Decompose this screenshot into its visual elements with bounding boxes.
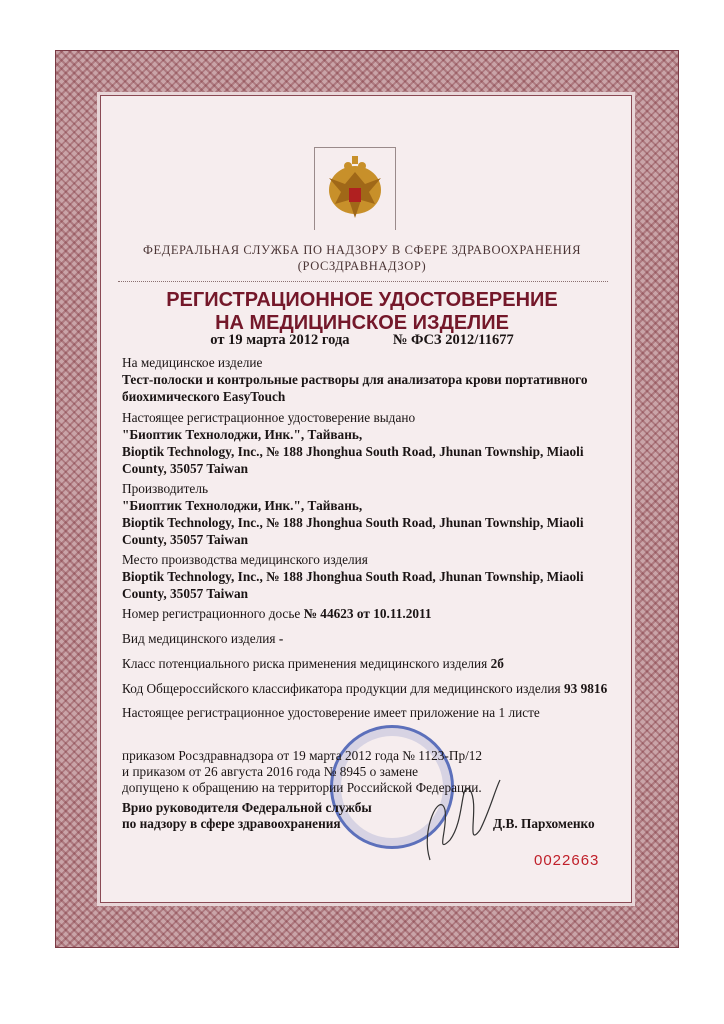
device-name-line-1: Тест-полоски и контрольные растворы для анализатора крови портативного — [122, 372, 588, 387]
type-value: - — [278, 631, 284, 646]
device-label: На медицинское изделие — [122, 355, 263, 370]
manufacturer-line-3: County, 35057 Taiwan — [122, 532, 248, 547]
risk-class — [122, 656, 504, 672]
dossier-number — [122, 606, 432, 622]
site-line-2: County, 35057 Taiwan — [122, 586, 248, 601]
agency-short-name: (РОСЗДРАВНАДЗОР) — [297, 259, 427, 273]
certificate-number: № ФСЗ 2012/11677 — [392, 332, 514, 348]
title-line-1: РЕГИСТРАЦИОННОЕ УДОСТОВЕРЕНИЕ — [166, 289, 558, 311]
order-line-3: допущено к обращению на территории Российской Федерации. — [122, 780, 482, 795]
issue-line — [0, 332, 724, 349]
appendix-note: Настоящее регистрационное удостоверение имеет приложение на 1 листе — [122, 705, 540, 720]
signer-title-1: Врио руководителя Федеральной службы — [122, 800, 372, 815]
device-type — [122, 631, 283, 647]
serial-number: 0022663 — [534, 852, 600, 869]
manufacturer-label: Производитель — [122, 481, 209, 496]
divider — [118, 281, 608, 282]
okp-label: Код Общероссийского классификатора продукции для медицинского изделия — [122, 681, 564, 696]
device-name-line-2: биохимического EasyTouch — [122, 389, 286, 404]
dossier-label: Номер регистрационного досье — [122, 606, 304, 621]
manufacturer-line-1: "Биоптик Технолоджи, Инк.", Тайвань, — [122, 498, 363, 513]
issued-line-2: Bioptik Technology, Inc., № 188 Jhonghua South Road, Jhunan Township, Miaoli — [122, 444, 584, 459]
signer-name: Д.В. Пархоменко — [493, 816, 595, 831]
manufacturer-line-2: Bioptik Technology, Inc., № 188 Jhonghua South Road, Jhunan Township, Miaoli — [122, 515, 584, 530]
site-line-1: Bioptik Technology, Inc., № 188 Jhonghua South Road, Jhunan Township, Miaoli — [122, 569, 584, 584]
issued-line-1: "Биоптик Технолоджи, Инк.", Тайвань, — [122, 427, 363, 442]
okp-code — [122, 681, 607, 697]
risk-value: 2б — [490, 656, 504, 671]
order-line-2: и приказом от 26 августа 2016 года № 8945 о замене — [122, 764, 419, 779]
signer-title-2: по надзору в сфере здравоохранения — [122, 816, 341, 831]
issued-line-3: County, 35057 Taiwan — [122, 461, 248, 476]
coat-of-arms-emblem — [314, 147, 396, 230]
okp-value: 93 9816 — [564, 681, 608, 696]
issued-label: Настоящее регистрационное удостоверение выдано — [122, 410, 416, 425]
order-line-1: приказом Росздравнадзора от 19 марта 2012 года № 1123-Пр/12 — [122, 748, 483, 763]
title-line-2: НА МЕДИЦИНСКОЕ ИЗДЕЛИЕ — [215, 312, 509, 334]
signature — [410, 770, 510, 870]
risk-label: Класс потенциального риска применения медицинского изделия — [122, 656, 491, 671]
agency-name: ФЕДЕРАЛЬНАЯ СЛУЖБА ПО НАДЗОРУ В СФЕРЕ ЗДРАВООХРАНЕНИЯ — [142, 243, 582, 257]
issue-date: от 19 марта 2012 года — [210, 332, 350, 348]
site-label: Место производства медицинского изделия — [122, 552, 368, 567]
dossier-value: № 44623 от 10.11.2011 — [303, 606, 432, 621]
type-label: Вид медицинского изделия — [122, 631, 279, 646]
